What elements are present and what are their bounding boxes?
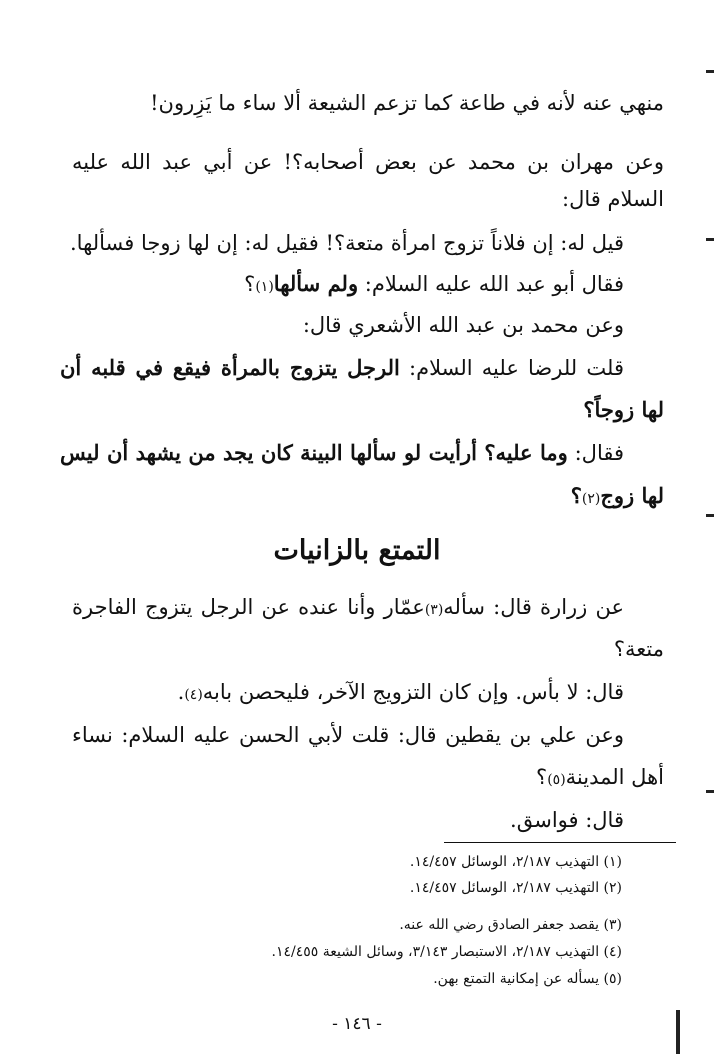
line-text: ؟ (536, 765, 548, 789)
text-line-14 (72, 720, 624, 750)
scan-edge-mark (706, 70, 714, 73)
text-line-6 (303, 310, 624, 340)
line-text: السلام قال: (562, 187, 664, 211)
text-line-12 (614, 634, 664, 664)
scan-edge-mark (676, 1010, 680, 1054)
scan-edge-mark (706, 790, 714, 793)
line-text: متعة؟ (613, 637, 664, 661)
text-line-2 (72, 147, 664, 177)
line-text: أهل المدينة (565, 765, 664, 789)
bold-quote: لها زوجاً؟ (583, 397, 664, 422)
bold-quote: وما عليه؟ أرأيت لو سألها البينة كان يجد من يشهد أن ليس (60, 440, 568, 465)
footnote-ref: (٣) (424, 602, 444, 618)
text-line-10 (571, 481, 664, 514)
line-text: وعن محمد بن عبد الله الأشعري قال: (302, 313, 624, 337)
text-line-11 (72, 592, 624, 625)
scan-edge-mark (706, 238, 714, 241)
page-number: - ١٤٦ - (332, 1014, 382, 1034)
text-line-13 (178, 677, 624, 710)
text-line-8 (583, 395, 664, 425)
line-text: وعن علي بن يقطين قال: قلت لأبي الحسن عليه السلام: نساء (72, 723, 624, 747)
line-text: قيل له: إن فلاناً تزوج امرأة متعة؟! فقيل له: إن لها زوجا فسألها. (70, 231, 624, 255)
line-text: فقال أبو عبد الله عليه السلام: (358, 272, 624, 296)
text-line-3 (562, 184, 664, 214)
footnote-divider (444, 842, 676, 843)
text-line-16 (510, 805, 624, 835)
text-line-4 (70, 228, 624, 258)
footnote-3: (٣) يقصد جعفر الصادق رضي الله عنه. (399, 917, 622, 933)
line-text: عمّار وأنا عنده عن الرجل يتزوج الفاجرة (72, 595, 425, 619)
footnote-2: (٢) التهذيب ٢/١٨٧، الوسائل ١٤/٤٥٧. (409, 880, 622, 896)
footnote-ref: (٤) (184, 687, 203, 703)
line-text: ؟ (244, 272, 256, 296)
footnote-ref: (١) (255, 279, 274, 295)
text-line-7 (60, 353, 624, 383)
section-heading: التمتع بالزانيات (273, 535, 441, 566)
bold-quote: الرجل يتزوج بالمرأة فيقع في قلبه أن (60, 355, 400, 380)
bold-quote: لها زوج (600, 483, 664, 508)
line-text: منهي عنه لأنه في طاعة كما تزعم الشيعة ألا ساء ما يَزِرون! (150, 91, 664, 115)
line-text: عن زرارة قال: سأله (443, 595, 624, 619)
footnote-5: (٥) يسأله عن إمكانية التمتع بهن. (433, 971, 622, 987)
bold-quote: ولم سألها (273, 271, 359, 296)
footnote-4: (٤) التهذيب ٢/١٨٧، الاستبصار ٣/١٤٣، وسائل الشيعة ١٤/٤٥٥. (271, 944, 622, 960)
footnote-ref: (٥) (547, 772, 566, 788)
line-text: فقال: (567, 441, 625, 465)
text-line-1 (150, 88, 664, 118)
footnote-ref: (٢) (581, 491, 601, 507)
line-text: . (177, 680, 185, 704)
text-line-15 (536, 762, 664, 795)
bold-quote: ؟ (570, 483, 582, 508)
scan-edge-mark (706, 514, 714, 517)
text-line-5 (244, 269, 624, 302)
text-line-9 (60, 438, 624, 468)
line-text: قال: لا بأس. وإن كان التزويج الآخر، فليحصن بابه (202, 680, 624, 704)
footnote-1: (١) التهذيب ٢/١٨٧، الوسائل ١٤/٤٥٧. (409, 854, 622, 870)
line-text: وعن مهران بن محمد عن بعض أصحابه؟! عن أبي عبد الله عليه (72, 150, 664, 174)
line-text: قال: فواسق. (510, 808, 624, 832)
line-text: قلت للرضا عليه السلام: (399, 356, 624, 380)
